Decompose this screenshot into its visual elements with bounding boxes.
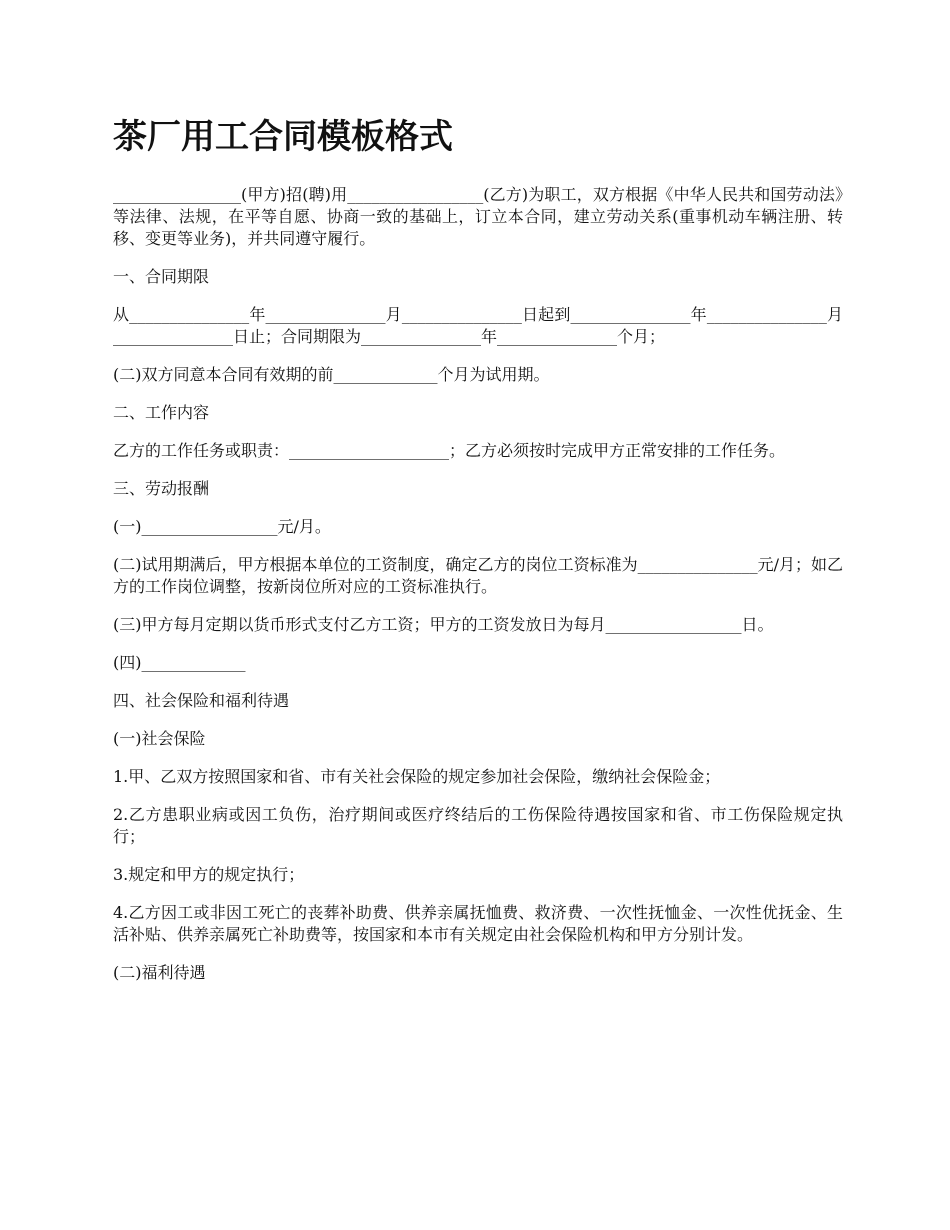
probation-paragraph: (二)双方同意本合同有效期的前_____________个月为试用期。 [113, 365, 550, 384]
section-heading-remuneration: 三、劳动报酬 [113, 479, 210, 498]
remuneration-item-3: (三)甲方每月定期以货币形式支付乙方工资；甲方的工资发放日为每月_________________日。 [113, 615, 774, 634]
section-heading-insurance-welfare: 四、社会保险和福利待遇 [113, 691, 290, 710]
work-duties-paragraph: 乙方的工作任务或职责：____________________；乙方必须按时完成甲方正常安排的工作任务。 [113, 441, 786, 460]
section-heading-contract-term: 一、合同期限 [113, 267, 210, 286]
remuneration-item-4: (四)_____________ [113, 653, 246, 672]
insurance-item-1: 1.甲、乙双方按照国家和省、市有关社会保险的规定参加社会保险，缴纳社会保险金； [113, 767, 721, 786]
document-title: 茶厂用工合同模板格式 [113, 117, 453, 157]
remuneration-item-2: (二)试用期满后，甲方根据本单位的工资制度，确定乙方的岗位工资标准为_______________元/月；如乙方的工作岗位调整，按新岗位所对应的工资标准执行。 [113, 555, 843, 596]
document-page [113, 112, 843, 1000]
insurance-item-2: 2.乙方患职业病或因工负伤，治疗期间或医疗终结后的工伤保险待遇按国家和省、市工伤保险规定执行； [113, 805, 843, 846]
insurance-item-4: 4.乙方因工或非因工死亡的丧葬补助费、供养亲属抚恤费、救济费、一次性抚恤金、一次性优抚金、生活补贴、供养亲属死亡补助费等，按国家和本市有关规定由社会保险机构和甲方分别计发。 [113, 903, 843, 944]
remuneration-item-1: (一)_________________元/月。 [113, 517, 331, 536]
section-heading-work-content: 二、工作内容 [113, 403, 210, 422]
contract-term-paragraph: 从_______________年_______________月_______________日起到_______________年_______________月_______________日止；合同期限为_______________年_______________个月； [113, 305, 843, 346]
contract-intro-paragraph: ________________(甲方)招(聘)用_________________(乙方)为职工，双方根据《中华人民共和国劳动法》等法律、法规，在平等自愿、协商一致的基础上，订立本合同，建立劳动关系(重事机动车辆注册、转移、变更等业务)，并共同遵守履行。 [113, 185, 843, 248]
insurance-item-3: 3.规定和甲方的规定执行； [113, 865, 305, 884]
subheading-welfare: (二)福利待遇 [113, 963, 206, 982]
subheading-social-insurance: (一)社会保险 [113, 729, 206, 748]
